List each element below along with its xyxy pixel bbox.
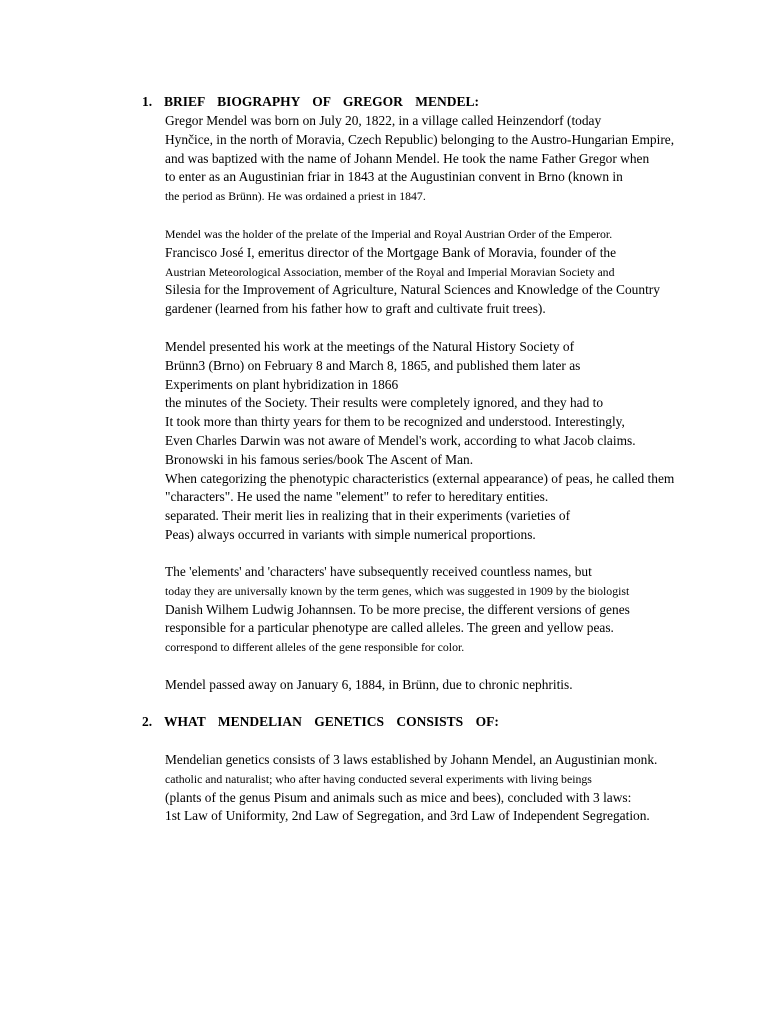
text-line: Bronowski in his famous series/book The Ascent of Man. bbox=[165, 451, 474, 467]
text-line: and was baptized with the name of Johann Mendel. He took the name Father Gregor when bbox=[165, 150, 650, 166]
text-line: Experiments on plant hybridization in 1866 bbox=[165, 376, 399, 392]
text-line: Mendelian genetics consists of 3 laws established by Johann Mendel, an Augustinian monk. bbox=[165, 752, 658, 767]
section-heading-genetics bbox=[142, 713, 499, 731]
text-line: Even Charles Darwin was not aware of Mendel's work, according to what Jacob claims. bbox=[165, 432, 636, 448]
text-line: When categorizing the phenotypic characteristics (external appearance) of peas, he called them bbox=[165, 470, 675, 486]
text-line: today they are universally known by the term genes, which was suggested in 1909 by the biologist bbox=[165, 583, 630, 598]
section-number: 1. bbox=[142, 94, 153, 109]
paragraph-roles bbox=[165, 225, 725, 319]
paragraph-genes bbox=[165, 563, 725, 657]
text-line: 1st Law of Uniformity, 2nd Law of Segregation, and 3rd Law of Independent Segregation. bbox=[165, 808, 650, 824]
text-line: Mendel was the holder of the prelate of the Imperial and Royal Austrian Order of the Emperor. bbox=[165, 227, 613, 241]
text-line: It took more than thirty years for them to be recognized and understood. Interestingly, bbox=[165, 414, 625, 430]
text-line: Brünn3 (Brno) on February 8 and March 8, 1865, and published them later as bbox=[165, 357, 581, 373]
text-line: Mendel presented his work at the meetings of the Natural History Society of bbox=[165, 339, 575, 354]
text-line: (plants of the genus Pisum and animals such as mice and bees), concluded with 3 laws: bbox=[165, 789, 632, 805]
text-line: Francisco José I, emeritus director of the Mortgage Bank of Moravia, founder of the bbox=[165, 244, 617, 260]
paragraph-birth bbox=[165, 112, 725, 206]
text-line: separated. Their merit lies in realizing that in their experiments (varieties of bbox=[165, 508, 571, 524]
section-number: 2. bbox=[142, 714, 153, 729]
text-line: Mendel passed away on January 6, 1884, in Brünn, due to chronic nephritis. bbox=[165, 677, 573, 692]
text-line: to enter as an Augustinian friar in 1843 at the Augustinian convent in Brno (known in bbox=[165, 169, 623, 185]
paragraph-death bbox=[165, 676, 725, 695]
section-title: WHAT MENDELIAN GENETICS CONSISTS OF: bbox=[164, 714, 499, 729]
text-line: gardener (learned from his father how to graft and cultivate fruit trees). bbox=[165, 301, 546, 317]
text-line: The 'elements' and 'characters' have subsequently received countless names, but bbox=[165, 564, 592, 579]
text-line: catholic and naturalist; who after having conducted several experiments with living beings bbox=[165, 771, 592, 786]
text-line: the minutes of the Society. Their results were completely ignored, and they had to bbox=[165, 395, 604, 411]
text-line: Peas) always occurred in variants with simple numerical proportions. bbox=[165, 526, 536, 542]
text-line: Silesia for the Improvement of Agriculture, Natural Sciences and Knowledge of the Country bbox=[165, 282, 660, 298]
text-line: the period as Brünn). He was ordained a priest in 1847. bbox=[165, 189, 426, 204]
text-line: correspond to different alleles of the gene responsible for color. bbox=[165, 640, 465, 655]
paragraph-laws bbox=[165, 751, 725, 826]
text-line: Austrian Meteorological Association, member of the Royal and Imperial Moravian Society and bbox=[165, 264, 615, 279]
text-line: responsible for a particular phenotype are called alleles. The green and yellow peas. bbox=[165, 620, 614, 636]
section-heading-biography bbox=[142, 93, 479, 111]
paragraph-work bbox=[165, 338, 725, 545]
section-title: BRIEF BIOGRAPHY OF GREGOR MENDEL: bbox=[164, 94, 480, 109]
text-line: Danish Wilhem Ludwig Johannsen. To be more precise, the different versions of genes bbox=[165, 601, 630, 617]
text-line: "characters". He used the name "element" to refer to hereditary entities. bbox=[165, 489, 549, 505]
text-line: Gregor Mendel was born on July 20, 1822, in a village called Heinzendorf (today bbox=[165, 113, 602, 128]
text-line: Hynčice, in the north of Moravia, Czech Republic) belonging to the Austro-Hungarian Empire, bbox=[165, 131, 675, 147]
